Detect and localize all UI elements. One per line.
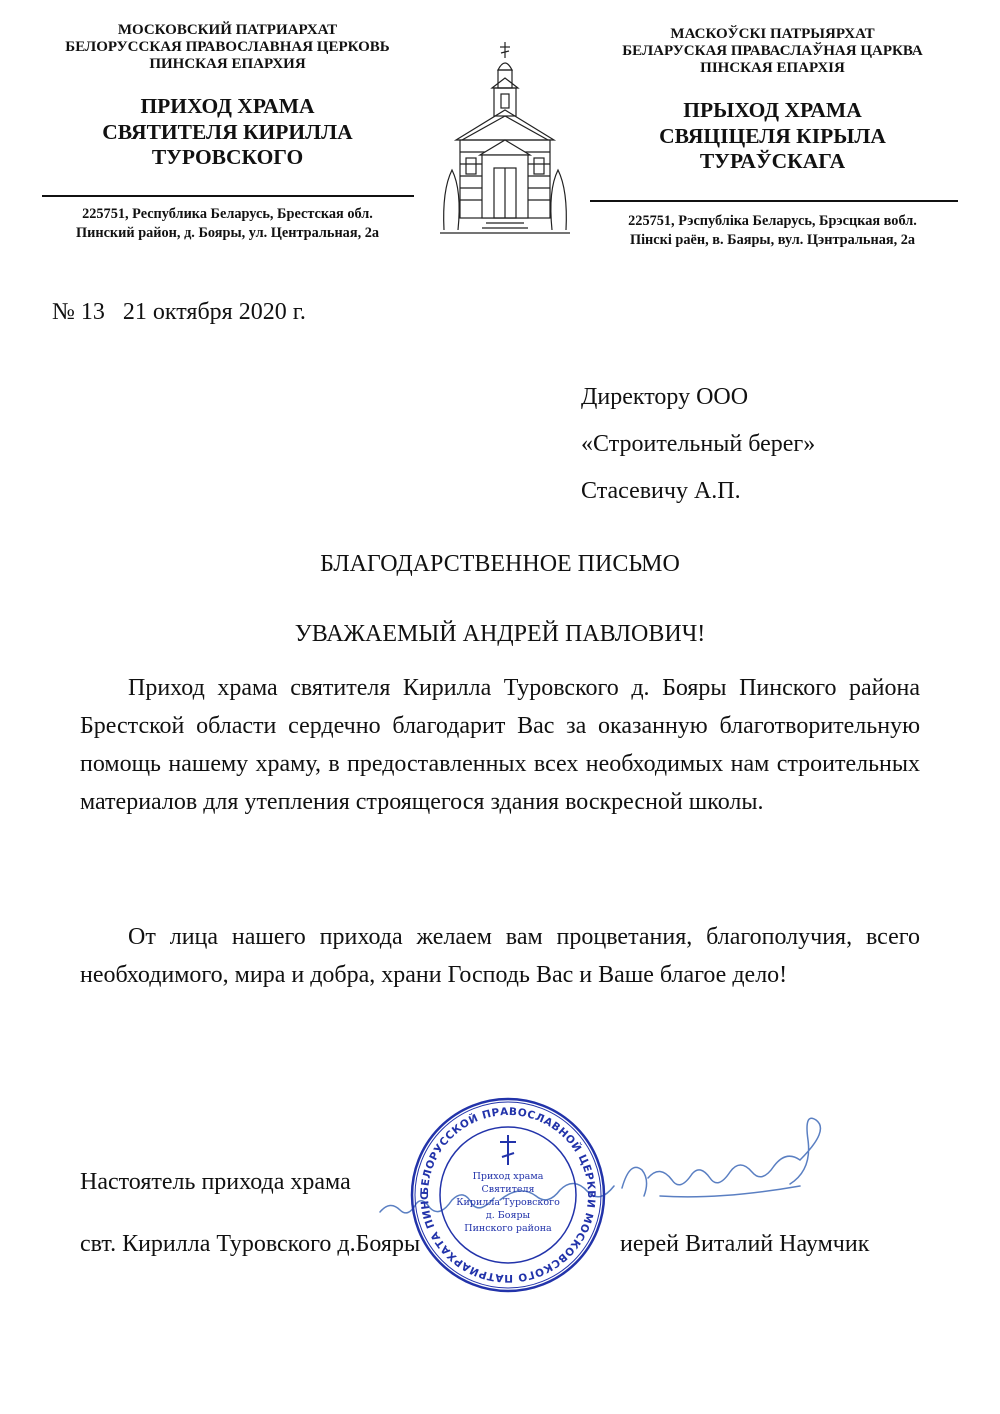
org-line-1: МАСКОЎСКІ ПАТРЫЯРХАТ: [670, 26, 875, 42]
org-line-2: БЕЛОРУССКАЯ ПРАВОСЛАВНАЯ ЦЕРКОВЬ: [65, 38, 390, 55]
org-name-ru: [40, 22, 415, 72]
org-line-2: БЕЛАРУСКАЯ ПРАВАСЛАЎНАЯ ЦАРКВА: [622, 42, 923, 59]
recipient-line-3: Стасевичу А.П.: [581, 478, 741, 504]
parish-line-2: СВЯТИТЕЛЯ КИРИЛЛА: [102, 119, 353, 144]
address-line-1: 225751, Рэспубліка Беларусь, Брэсцкая вобл.: [628, 213, 917, 229]
stamp-center-line-1: Приход храма: [472, 1171, 544, 1182]
stamp-center-line-5: Пинского района: [464, 1223, 552, 1234]
stamp-center-line-2: Святителя: [481, 1184, 535, 1195]
stamp-ring-text: БЕЛОРУССКОЙ ПРАВОСЛАВНОЙ ЦЕРКВИ МОСКОВСКОГО ПАТРИАРХАТА ПИНС: [418, 1105, 598, 1285]
org-line-1: МОСКОВСКИЙ ПАТРИАРХАТ: [117, 22, 338, 38]
letter-date: 21 октября 2020 г.: [122, 299, 306, 325]
recipient-block: [581, 374, 815, 515]
parish-name-ru: [40, 94, 415, 170]
header-left: [40, 22, 415, 170]
address-line-2: Пинский район, д. Бояры, ул. Центральная, 2а: [75, 224, 380, 241]
parish-line-1: ПРИХОД ХРАМА: [140, 94, 315, 119]
stamp-center-line-4: д. Бояры: [485, 1210, 531, 1221]
official-stamp: [408, 1095, 608, 1295]
salutation: УВАЖАЕМЫЙ АНДРЕЙ ПАВЛОВИЧ!: [294, 621, 706, 647]
signatory-position-line-1: Настоятель прихода храма: [80, 1169, 351, 1195]
letter-title: БЛАГОДАРСТВЕННОЕ ПИСЬМО: [320, 551, 680, 577]
address-ru: [40, 205, 415, 242]
header-right: [585, 26, 960, 174]
parish-line-3: ТУРАЎСКАГА: [699, 149, 846, 174]
address-line-2: Пінскі раён, в. Баяры, вул. Цэнтральная, 2а: [629, 231, 916, 248]
recipient-line-2: «Строительный берег»: [581, 431, 816, 457]
recipient-line-1: Директору ООО: [581, 384, 749, 410]
org-name-by: [585, 26, 960, 76]
stamp-center-line-3: Кирилла Туровского: [456, 1197, 560, 1208]
org-line-3: ПІНСКАЯ ЕПАРХІЯ: [700, 59, 845, 76]
letter-reference: [52, 300, 306, 324]
parish-line-1: ПРЫХОД ХРАМА: [683, 98, 862, 123]
address-by: [585, 212, 960, 249]
body-paragraph-1: Приход храма святителя Кирилла Туровского д. Бояры Пинского района Брестской области сердечно благодарит Вас за оказанную благотворительную помощь нашему храму, в предоставленных всех необходимых нам строительных материалов для утепления строящегося здания воскресной школы.: [80, 675, 920, 815]
signatory-position-line-2: свт. Кирилла Туровского д.Бояры: [80, 1231, 421, 1257]
letter-number: № 13: [52, 299, 105, 325]
signatory-name: иерей Виталий Наумчик: [620, 1231, 870, 1257]
address-line-1: 225751, Республика Беларусь, Брестская обл.: [82, 206, 373, 222]
parish-line-2: СВЯЦІЦЕЛЯ КІРЫЛА: [659, 123, 886, 148]
org-line-3: ПИНСКАЯ ЕПАРХИЯ: [149, 55, 306, 72]
body-paragraph-2: От лица нашего прихода желаем вам процветания, благополучия, всего необходимого, мира и добра, храни Господь Вас и Ваше благое дело!: [80, 924, 920, 988]
parish-name-by: [585, 98, 960, 174]
header-left-rule: [42, 195, 414, 197]
church-illustration: [440, 40, 570, 240]
parish-line-3: ТУРОВСКОГО: [151, 145, 304, 170]
header-right-rule: [590, 200, 958, 202]
